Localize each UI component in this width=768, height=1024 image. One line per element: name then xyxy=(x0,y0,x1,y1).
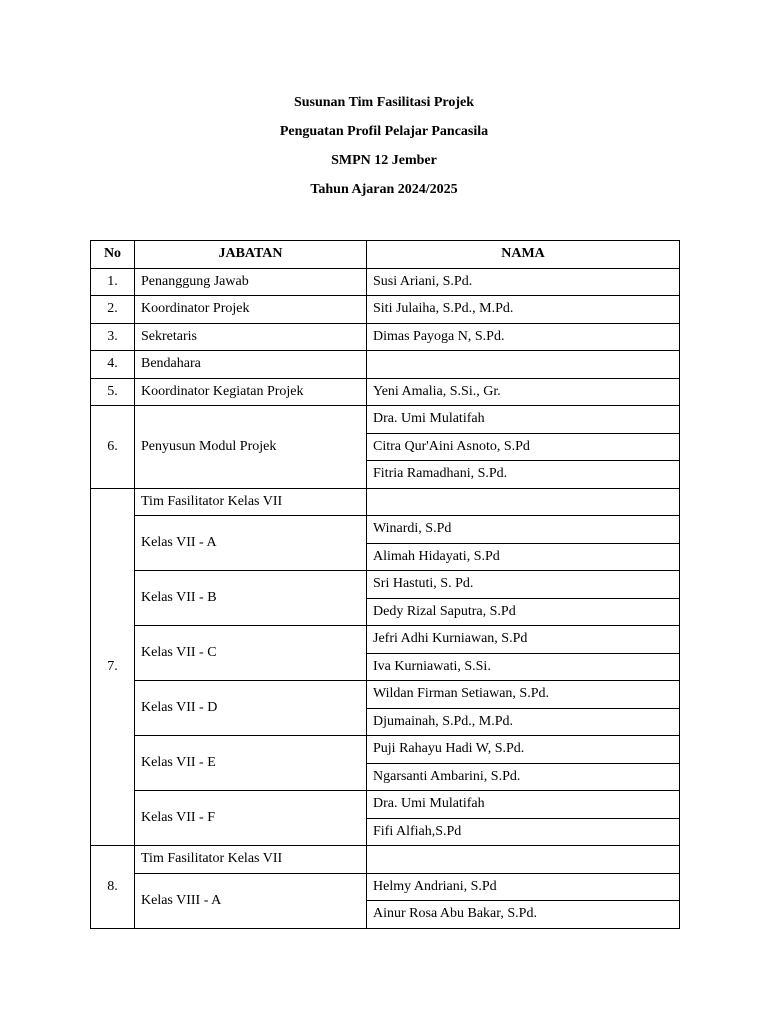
table-header-row xyxy=(91,241,680,269)
nama-cell: Citra Qur'Aini Asnoto, S.Pd xyxy=(367,433,680,461)
nama-cell: Puji Rahayu Hadi W, S.Pd. xyxy=(367,736,680,764)
title-line-4: Tahun Ajaran 2024/2025 xyxy=(310,182,458,197)
kelas-cell: Kelas VII - D xyxy=(135,681,367,736)
row-number: 5. xyxy=(91,378,135,406)
row-number: 7. xyxy=(91,488,135,846)
kelas-cell: Kelas VII - A xyxy=(135,516,367,571)
table-row xyxy=(91,378,680,406)
nama-cell: Fifi Alfiah,S.Pd xyxy=(367,818,680,846)
jabatan-cell: Sekretaris xyxy=(135,323,367,351)
nama-cell: Yeni Amalia, S.Si., Gr. xyxy=(367,378,680,406)
table-row xyxy=(91,351,680,379)
jabatan-cell: Koordinator Projek xyxy=(135,296,367,324)
nama-cell: Alimah Hidayati, S.Pd xyxy=(367,543,680,571)
header-jabatan: JABATAN xyxy=(135,241,367,269)
jabatan-cell: Bendahara xyxy=(135,351,367,379)
table-row xyxy=(91,791,680,819)
nama-cell xyxy=(367,846,680,874)
nama-cell: Iva Kurniawati, S.Si. xyxy=(367,653,680,681)
nama-cell: Jefri Adhi Kurniawan, S.Pd xyxy=(367,626,680,654)
nama-cell: Djumainah, S.Pd., M.Pd. xyxy=(367,708,680,736)
jabatan-cell: Penanggung Jawab xyxy=(135,268,367,296)
kelas-cell: Kelas VII - E xyxy=(135,736,367,791)
row-number: 8. xyxy=(91,846,135,929)
committee-table xyxy=(90,240,680,929)
kelas-cell: Kelas VIII - A xyxy=(135,873,367,928)
table-row xyxy=(91,488,680,516)
header-nama: NAMA xyxy=(367,241,680,269)
kelas-cell: Kelas VII - F xyxy=(135,791,367,846)
nama-cell: Dimas Payoga N, S.Pd. xyxy=(367,323,680,351)
nama-cell: Sri Hastuti, S. Pd. xyxy=(367,571,680,599)
jabatan-cell: Penyusun Modul Projek xyxy=(135,406,367,489)
table-row xyxy=(91,846,680,874)
table-row xyxy=(91,406,680,434)
nama-cell: Wildan Firman Setiawan, S.Pd. xyxy=(367,681,680,709)
table-row xyxy=(91,681,680,709)
table-row xyxy=(91,296,680,324)
row-number: 6. xyxy=(91,406,135,489)
document-title xyxy=(0,88,768,204)
nama-cell: Fitria Ramadhani, S.Pd. xyxy=(367,461,680,489)
table-row xyxy=(91,873,680,901)
table-row xyxy=(91,323,680,351)
nama-cell xyxy=(367,488,680,516)
row-number: 1. xyxy=(91,268,135,296)
kelas-cell: Kelas VII - B xyxy=(135,571,367,626)
nama-cell: Dedy Rizal Saputra, S.Pd xyxy=(367,598,680,626)
row-number: 2. xyxy=(91,296,135,324)
row-number: 3. xyxy=(91,323,135,351)
row-number: 4. xyxy=(91,351,135,379)
nama-cell: Dra. Umi Mulatifah xyxy=(367,791,680,819)
table-row xyxy=(91,626,680,654)
table-row xyxy=(91,268,680,296)
title-line-3: SMPN 12 Jember xyxy=(331,153,437,168)
title-line-1: Susunan Tim Fasilitasi Projek xyxy=(293,95,475,110)
table-row xyxy=(91,736,680,764)
nama-cell: Susi Ariani, S.Pd. xyxy=(367,268,680,296)
header-no: No xyxy=(91,241,135,269)
jabatan-cell: Koordinator Kegiatan Projek xyxy=(135,378,367,406)
nama-cell: Siti Julaiha, S.Pd., M.Pd. xyxy=(367,296,680,324)
nama-cell: Ngarsanti Ambarini, S.Pd. xyxy=(367,763,680,791)
title-line-2: Penguatan Profil Pelajar Pancasila xyxy=(279,124,489,139)
nama-cell: Winardi, S.Pd xyxy=(367,516,680,544)
jabatan-cell: Tim Fasilitator Kelas VII xyxy=(135,488,367,516)
nama-cell: Ainur Rosa Abu Bakar, S.Pd. xyxy=(367,901,680,929)
jabatan-cell: Tim Fasilitator Kelas VII xyxy=(135,846,367,874)
nama-cell: Dra. Umi Mulatifah xyxy=(367,406,680,434)
nama-cell: Helmy Andriani, S.Pd xyxy=(367,873,680,901)
table-row xyxy=(91,571,680,599)
kelas-cell: Kelas VII - C xyxy=(135,626,367,681)
table-row xyxy=(91,516,680,544)
nama-cell xyxy=(367,351,680,379)
